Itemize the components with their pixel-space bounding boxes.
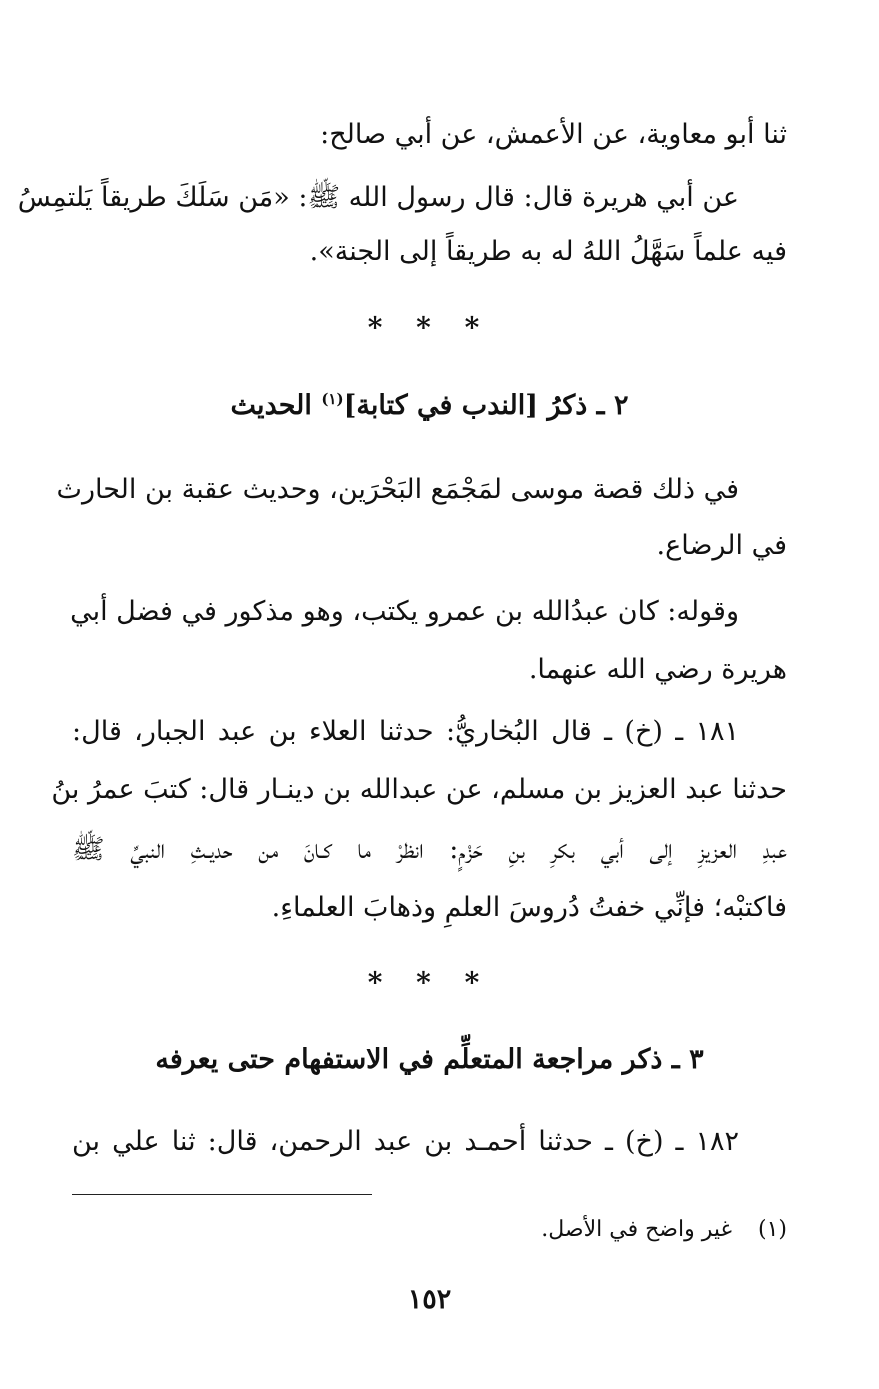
hadith-181-line-4: فاكتبْه؛ فإنِّي خفتُ دُروسَ العلمِ وذهابَ العلماءِ. <box>271 892 787 923</box>
hadith-181-line-3: عبدِ العزيزِ إلى أبي بكرِ بنِ حَزْمٍ: انظرْ ما كـانَ من حديـثِ النبيِّ ﷺ <box>72 834 787 865</box>
section-separator-1: * * * <box>367 311 492 344</box>
page-number: ١٥٢ <box>407 1284 452 1315</box>
text-line-4: في ذلك قصة موسى لمَجْمَع البَحْرَين، وحديث عقبة بن الحارث <box>56 474 739 505</box>
text-line-2: عن أبي هريرة قال: قال رسول الله ﷺ: «مَن سَلَكَ طريقاً يَلتمِسُ <box>17 182 739 213</box>
section-heading-2 <box>72 386 787 426</box>
footnote-number: (١) <box>757 1217 787 1242</box>
book-page <box>17 0 787 1389</box>
hadith-181-line-1: ١٨١ ـ (خ) ـ قال البُخاريُّ: حدثنا العلاء بن عبد الجبار، قال: <box>72 716 739 747</box>
text-line-7: هريرة رضي الله عنهما. <box>528 654 787 685</box>
hadith-181-line-2: حدثنا عبد العزيز بن مسلم، عن عبدالله بن دينـار قال: كتبَ عمرُ بنُ <box>51 774 787 805</box>
footnote <box>72 1214 787 1246</box>
footnote-text: غير واضح في الأصل. <box>541 1217 732 1242</box>
text-line-3: فيه علماً سَهَّلُ اللهُ له به طريقاً إلى الجنة». <box>309 236 787 267</box>
section-separator-2: * * * <box>367 966 492 999</box>
footnote-ref-1[interactable]: (١) <box>321 390 344 408</box>
text-line-1: ثنا أبو معاوية، عن الأعمش، عن أبي صالح: <box>320 119 787 150</box>
hadith-182-line-1: ١٨٢ ـ (خ) ـ حدثنا أحمـد بن عبد الرحمن، قال: ثنا علي بن <box>72 1126 739 1157</box>
text-line-6: وقوله: كان عبدُالله بن عمرو يكتب، وهو مذكور في فضل أبي <box>70 596 739 627</box>
heading-2-text-end: الحديث <box>230 390 322 421</box>
heading-2-text: ٢ ـ ذكرُ [الندب في كتابة] <box>343 390 629 421</box>
section-heading-3: ٣ ـ ذكر مراجعة المتعلِّم في الاستفهام حتى يعرفه <box>155 1044 704 1075</box>
text-line-5: في الرضاع. <box>656 530 787 561</box>
footnote-divider <box>72 1194 372 1195</box>
